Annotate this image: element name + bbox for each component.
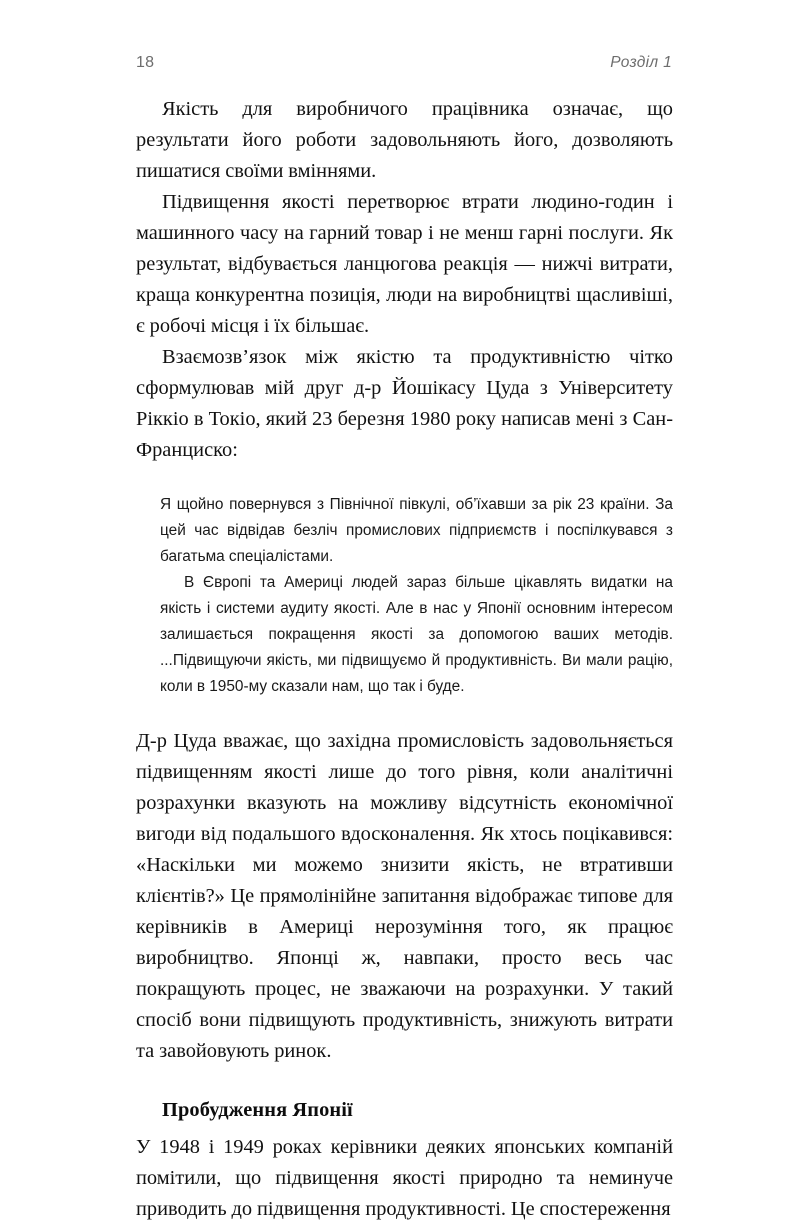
block-quote xyxy=(160,492,673,700)
section-heading: Пробудження Японії xyxy=(162,1099,353,1121)
body-paragraph: Якість для виробничого працівника означає, що результати його роботи задовольняють його, дозволяють пишатися своїми вміннями. xyxy=(136,98,673,182)
running-head xyxy=(136,54,672,78)
body-paragraph: Д-р Цуда вважає, що західна промисловість задовольняється підвищенням якості лише до того рівня, коли аналітичні розрахунки вказують на можливу відсутність економічної вигоди від подальшого вдосконалення. Як хтось поцікавився: «Наскільки ми можемо знизити якість, не втративши клієнтів?» Це прямолінійне запитання відображає типове для керівників в Америці нерозуміння того, як працює виробництво. Японці ж, навпаки, просто весь час покращують процес, не зважаючи на розрахунки. У такий спосіб вони підвищують продуктивність, знижують витрати та завойовують ринок. xyxy=(136,730,673,1062)
body-paragraph: У 1948 і 1949 роках керівники деяких японських компаній помітили, що підвищення якості природно та неминуче приводить до підвищення продуктивності. Це спостереження xyxy=(136,1136,673,1220)
text-column xyxy=(136,94,673,1225)
chapter-label: Розділ 1 xyxy=(610,54,672,71)
body-paragraph: Підвищення якості перетворює втрати людино-годин і машинного часу на гарний товар і не менш гарні послуги. Як результат, відбувається ланцюгова реакція — нижчі витрати, краща конкурентна позиція, люди на виробництві щасливіші, є робочі місця і їх більшає. xyxy=(136,191,673,337)
body-paragraph: Взаємозв’язок між якістю та продуктивністю чітко сформулював мій друг д-р Йошікасу Цуда з Університету Ріккіо в Токіо, який 23 березня 1980 року написав мені з Сан-Франциско: xyxy=(136,346,673,461)
page-number: 18 xyxy=(136,54,155,71)
quote-paragraph: Я щойно повернувся з Північної півкулі, об’їхавши за рік 23 країни. За цей час відвідав безліч промислових підприємств і поспілкувався з багатьма спеціалістами. xyxy=(160,496,673,565)
quote-paragraph: В Європі та Америці людей зараз більше цікавлять видатки на якість і системи аудиту якості. Але в нас у Японії основним інтересом залишається покращення якості за допомогою ваших методів. ...Підвищуючи якість, ми підвищуємо й продуктивність. Ви мали рацію, коли в 1950-му сказали нам, що так і буде. xyxy=(160,574,673,695)
